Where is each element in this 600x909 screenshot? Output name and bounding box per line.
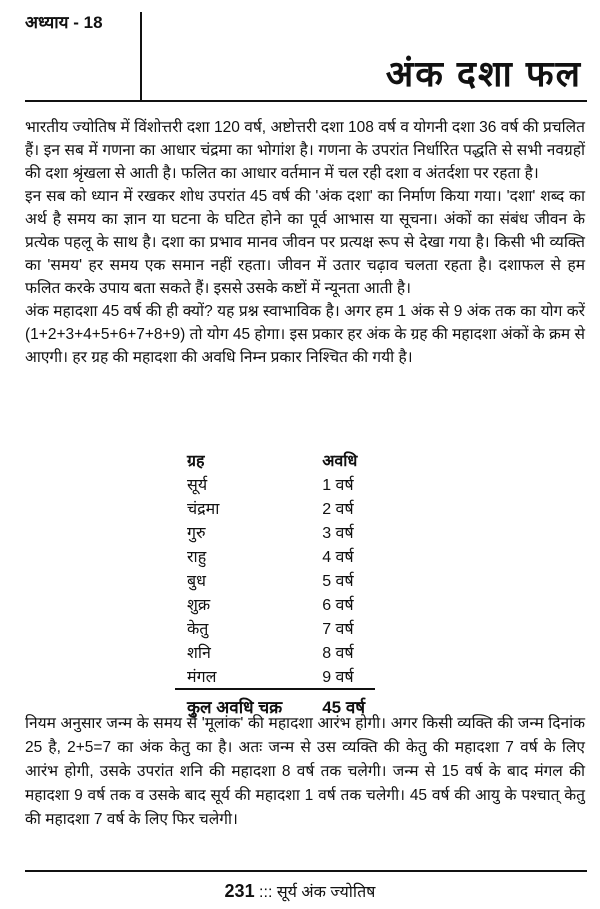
planet-cell: शुक्र (187, 597, 211, 614)
planet-cell: सूर्य (187, 477, 208, 494)
table-row (175, 616, 375, 640)
paragraph: अंक महादशा 45 वर्ष की ही क्यों? यह प्रश्न स्वाभाविक है। अगर हम 1 अंक से 9 अंक तक का योग करें (1+2+3+4+5+6+7+8+9) तो योग 45 होगा। इस प्रकार हर अंक के ग्रह की महादशा अंकों के क्रम से आएगी। हर ग्रह की महादशा की अवधि निम्न प्रकार निश्चित की गयी है। (25, 303, 585, 366)
total-label: कुल अवधि चक्र (175, 689, 292, 718)
book-title: सूर्य अंक ज्योतिष (276, 884, 376, 901)
footer-rule (25, 870, 587, 872)
duration-cell: 2 वर्ष (322, 501, 354, 518)
duration-cell: 9 वर्ष (322, 669, 354, 686)
table-row (175, 520, 375, 544)
duration-cell: 1 वर्ष (322, 477, 354, 494)
planet-cell: बुध (187, 573, 206, 590)
planet-cell: राहु (187, 549, 207, 566)
paragraph: इन सब को ध्यान में रखकर शोध उपरांत 45 वर्ष की 'अंक दशा' का निर्माण किया गया। 'दशा' शब्द का अर्थ है समय का ज्ञान या घटना के घटित होने का पूर्व आभास या सूचना। अंकों का संबंध जीवन के प्रत्येक पहलू के साथ है। दशा का प्रभाव मानव जीवन पर प्रत्यक्ष रूप से देखा गया है। किसी भी व्यक्ति का 'समय' हर समय एक समान नहीं रहता। जीवन में उतार चढ़ाव चलता रहता है। दशाफल से हम फलित करके उपाय बता सकते हैं। इससे उसके कष्टों में न्यूनता आती है। (25, 188, 585, 297)
duration-cell: 5 वर्ष (322, 573, 354, 590)
table-header-row (175, 448, 375, 472)
duration-cell: 7 वर्ष (322, 621, 354, 638)
table-row (175, 592, 375, 616)
duration-cell: 6 वर्ष (322, 597, 354, 614)
table-row (175, 664, 375, 689)
paragraph: भारतीय ज्योतिष में विंशोत्तरी दशा 120 वर्ष, अष्टोत्तरी दशा 108 वर्ष व योगनी दशा 36 वर्ष की प्रचलित हैं। इन सब में गणना का आधार चंद्रमा का भोगांश है। गणना के उपरांत निर्धारित पद्धति से सभी नवग्रहों की दशा श्रृंखला से आती है। फलित का आधार वर्तमान में चल रही दशा व अंतर्दशा पर रहता है। (25, 119, 585, 182)
table-row (175, 568, 375, 592)
footer-separator: ::: (259, 884, 273, 901)
header-rule (25, 100, 587, 102)
table-row (175, 544, 375, 568)
duration-cell: 3 वर्ष (322, 525, 354, 542)
dasha-period-table (175, 448, 375, 718)
header-duration: अवधि (322, 453, 358, 470)
planet-cell: केतु (187, 621, 209, 638)
header-planet: ग्रह (187, 453, 205, 470)
page-title: अंक दशा फल (385, 53, 582, 94)
page-footer (0, 880, 600, 902)
intro-text (25, 116, 585, 369)
header-vertical-divider (140, 12, 142, 102)
table-row (175, 496, 375, 520)
closing-text: नियम अनुसार जन्म के समय से 'मूलांक' की महादशा आरंभ होगी। अगर किसी व्यक्ति की जन्म दिनांक 25 है, 2+5=7 का अंक केतु का है। अतः जन्म से उस व्यक्ति की केतु की महादशा 7 वर्ष के लिए आरंभ होगी, उसके उपरांत शनि की महादशा 8 वर्ष तक चलेगी। जन्म से 15 वर्ष के बाद मंगल की महादशा 9 वर्ष तक व उसके बाद सूर्य की महादशा 1 वर्ष तक चलेगी। 45 वर्ष की आयु के पश्चात् केतु की महादशा 7 वर्ष के लिए फिर चलेगी। (25, 715, 585, 828)
planet-cell: मंगल (187, 669, 217, 686)
planet-cell: गुरु (187, 525, 206, 542)
table-row (175, 640, 375, 664)
planet-cell: चंद्रमा (187, 501, 220, 518)
table-row (175, 472, 375, 496)
total-value: 45 वर्ष (292, 689, 375, 718)
chapter-label: अध्याय - 18 (25, 13, 103, 32)
planet-cell: शनि (187, 645, 211, 662)
duration-cell: 4 वर्ष (322, 549, 354, 566)
duration-cell: 8 वर्ष (322, 645, 354, 662)
page-number: 231 (224, 881, 255, 901)
